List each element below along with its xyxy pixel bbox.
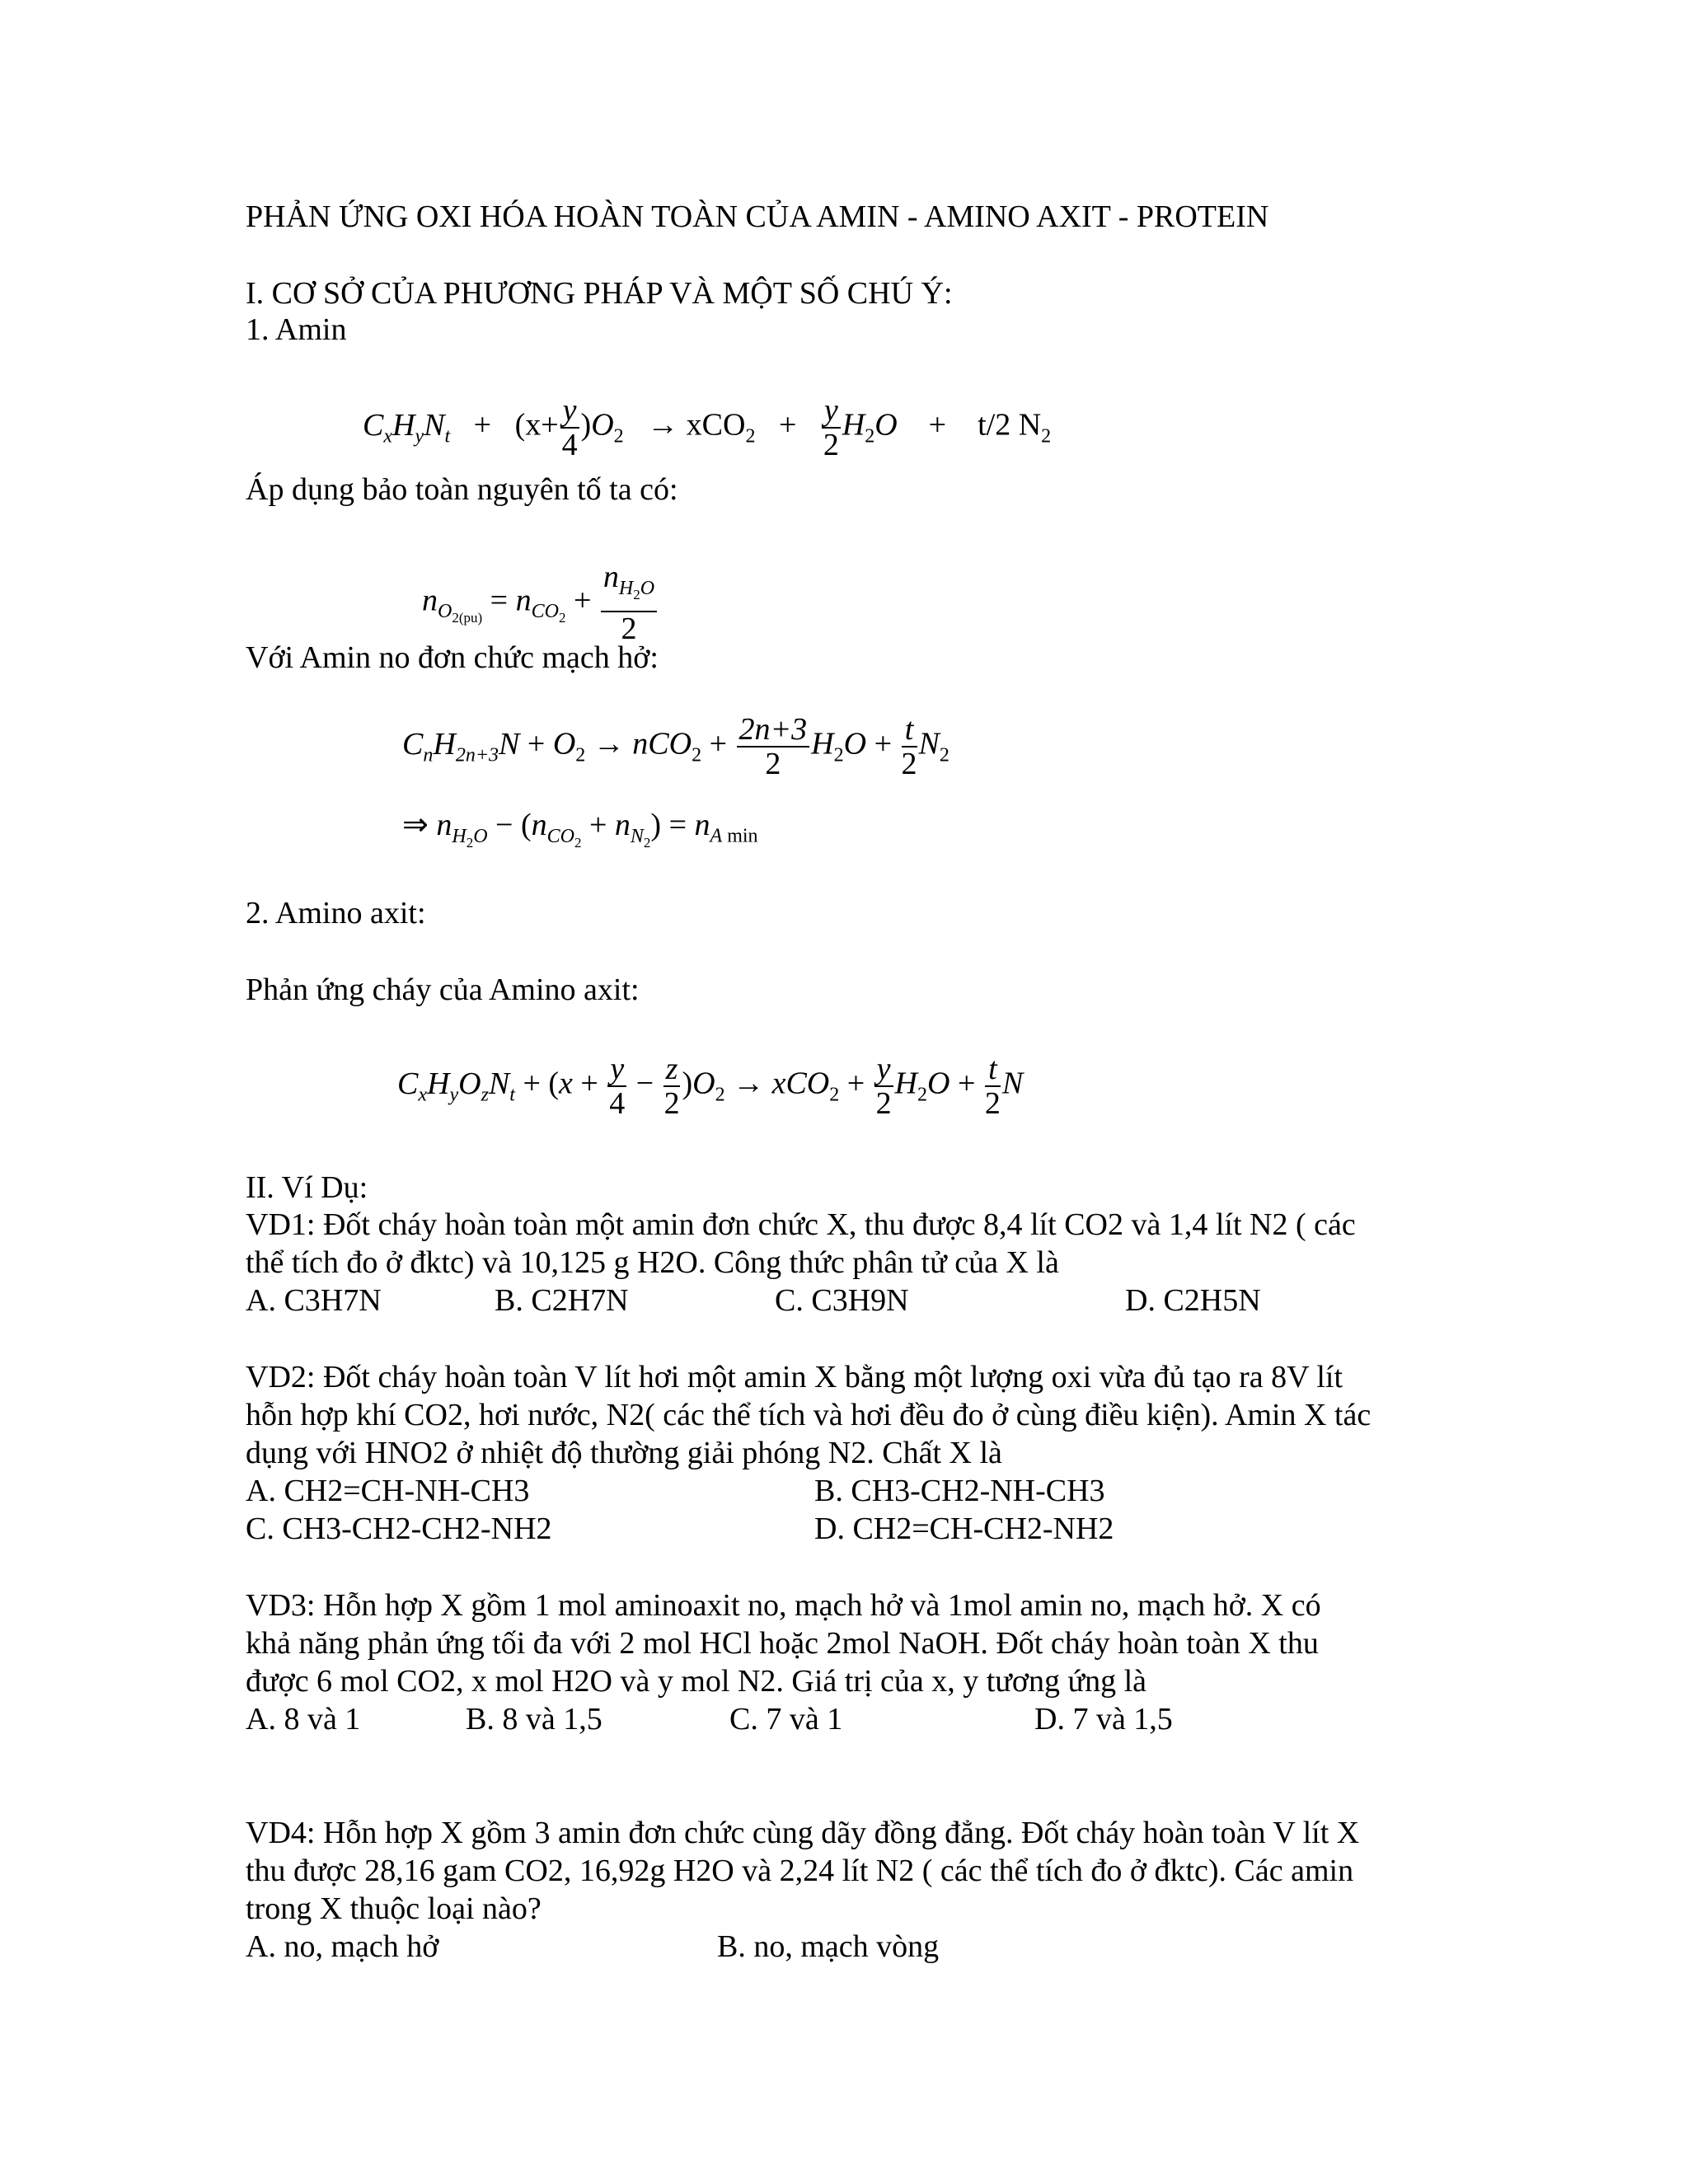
vd3-option-d: D. 7 và 1,5 [1034, 1702, 1173, 1736]
section2-heading: II. Ví Dụ: [246, 1170, 368, 1205]
equation-oxygen-balance: $n_{O_{2(pu)}} = n_{CO_2}$ + $\frac{n_{H_2O}}{2}$ [422, 560, 659, 645]
vd2-option-a: A. CH2=CH-NH-CH3 [246, 1474, 530, 1508]
vd4-line1: VD4: Hỗn hợp X gồm 3 amin đơn chức cùng dãy đồng đẳng. Đốt cháy hoàn toàn V lít X [246, 1816, 1360, 1850]
vd1-option-d: D. C2H5N [1125, 1283, 1261, 1318]
vd4-option-b: B. no, mạch vòng [717, 1929, 940, 1964]
vd3-option-a: A. 8 và 1 [246, 1702, 361, 1736]
vd3-line3: được 6 mol CO2, x mol H2O và y mol N2. Giá trị của x, y tương ứng là [246, 1664, 1147, 1699]
vd4-line2: thu được 28,16 gam CO2, 16,92g H2O và 2,24 lít N2 ( các thể tích đo ở đktc). Các amin [246, 1854, 1354, 1888]
vd4-line3: trong X thuộc loại nào? [246, 1891, 542, 1926]
vd2-option-b: B. CH3-CH2-NH-CH3 [814, 1474, 1105, 1508]
text-chay: Phản ứng cháy của Amino axit: [246, 972, 640, 1007]
vd1-option-b: B. C2H7N [495, 1283, 629, 1318]
text-amin-no: Với Amin no đơn chức mạch hở: [246, 640, 659, 675]
vd2-option-c: C. CH3-CH2-CH2-NH2 [246, 1511, 552, 1546]
equation-amin-mol: ⇒ $n_{H_2O} - (n_{CO_2} + n_{N_2}) = n_{A min}$ [402, 808, 758, 851]
vd3-line2: khả năng phản ứng tối đa với 2 mol HCl hoặc 2mol NaOH. Đốt cháy hoàn toàn X thu [246, 1626, 1319, 1661]
section1-heading: I. CƠ SỞ CỦA PHƯƠNG PHÁP VÀ MỘT SỐ CHÚ Ý: [246, 276, 953, 311]
vd2-line2: hỗn hợp khí CO2, hơi nước, N2( các thể tích và hơi đều đo ở cùng điều kiện). Amin X tác [246, 1398, 1372, 1432]
equation-amino-axit: $C_xH_yO_zN_t + (x$ + $\frac{y}{4}$ − $\frac{z}{2}$ )$O_2 \to xCO_2$ + $\frac{y}{2}$ $H_2O$ + $\frac{t}{2}$ N [397, 1052, 1024, 1121]
vd2-line3: dụng với HNO2 ở nhiệt độ thường giải phóng N2. Chất X là [246, 1436, 1002, 1470]
subheading-amino-axit: 2. Amino axit: [246, 896, 426, 930]
text-bao-toan: Áp dụng bảo toàn nguyên tố ta có: [246, 472, 678, 507]
equation-amin-combustion: $C_xH_yN_t + (x+$ $\frac{y}{4}$ )$O_2 \to xCO_2$ + $\frac{y}{2}$ $H_2O$ + t/2 $N_2$ [363, 393, 1052, 462]
vd2-option-d: D. CH2=CH-CH2-NH2 [814, 1511, 1114, 1546]
vd1-option-a: A. C3H7N [246, 1283, 382, 1318]
vd3-option-c: C. 7 và 1 [729, 1702, 843, 1736]
vd1-line1: VD1: Đốt cháy hoàn toàn một amin đơn chức X, thu được 8,4 lít CO2 và 1,4 lít N2 ( các [246, 1207, 1356, 1242]
equation-amin-no: $C_nH_{2n+3}N + O_2 \to nCO_2$ + $\frac{2n+3}{2}$ $H_2O$ + $\frac{t}{2}$ $N_2$ [402, 712, 950, 781]
vd1-option-c: C. C3H9N [775, 1283, 909, 1318]
vd4-option-a: A. no, mạch hở [246, 1929, 439, 1964]
vd3-option-b: B. 8 và 1,5 [466, 1702, 603, 1736]
vd1-line2: thể tích đo ở đktc) và 10,125 g H2O. Công thức phân tử của X là [246, 1245, 1059, 1280]
vd2-line1: VD2: Đốt cháy hoàn toàn V lít hơi một amin X bằng một lượng oxi vừa đủ tạo ra 8V lít [246, 1360, 1343, 1394]
page-title: PHẢN ỨNG OXI HÓA HOÀN TOÀN CỦA AMIN - AMINO AXIT - PROTEIN [246, 199, 1269, 234]
vd3-line1: VD3: Hỗn hợp X gồm 1 mol aminoaxit no, mạch hở và 1mol amin no, mạch hở. X có [246, 1588, 1321, 1623]
subheading-amin: 1. Amin [246, 312, 347, 347]
